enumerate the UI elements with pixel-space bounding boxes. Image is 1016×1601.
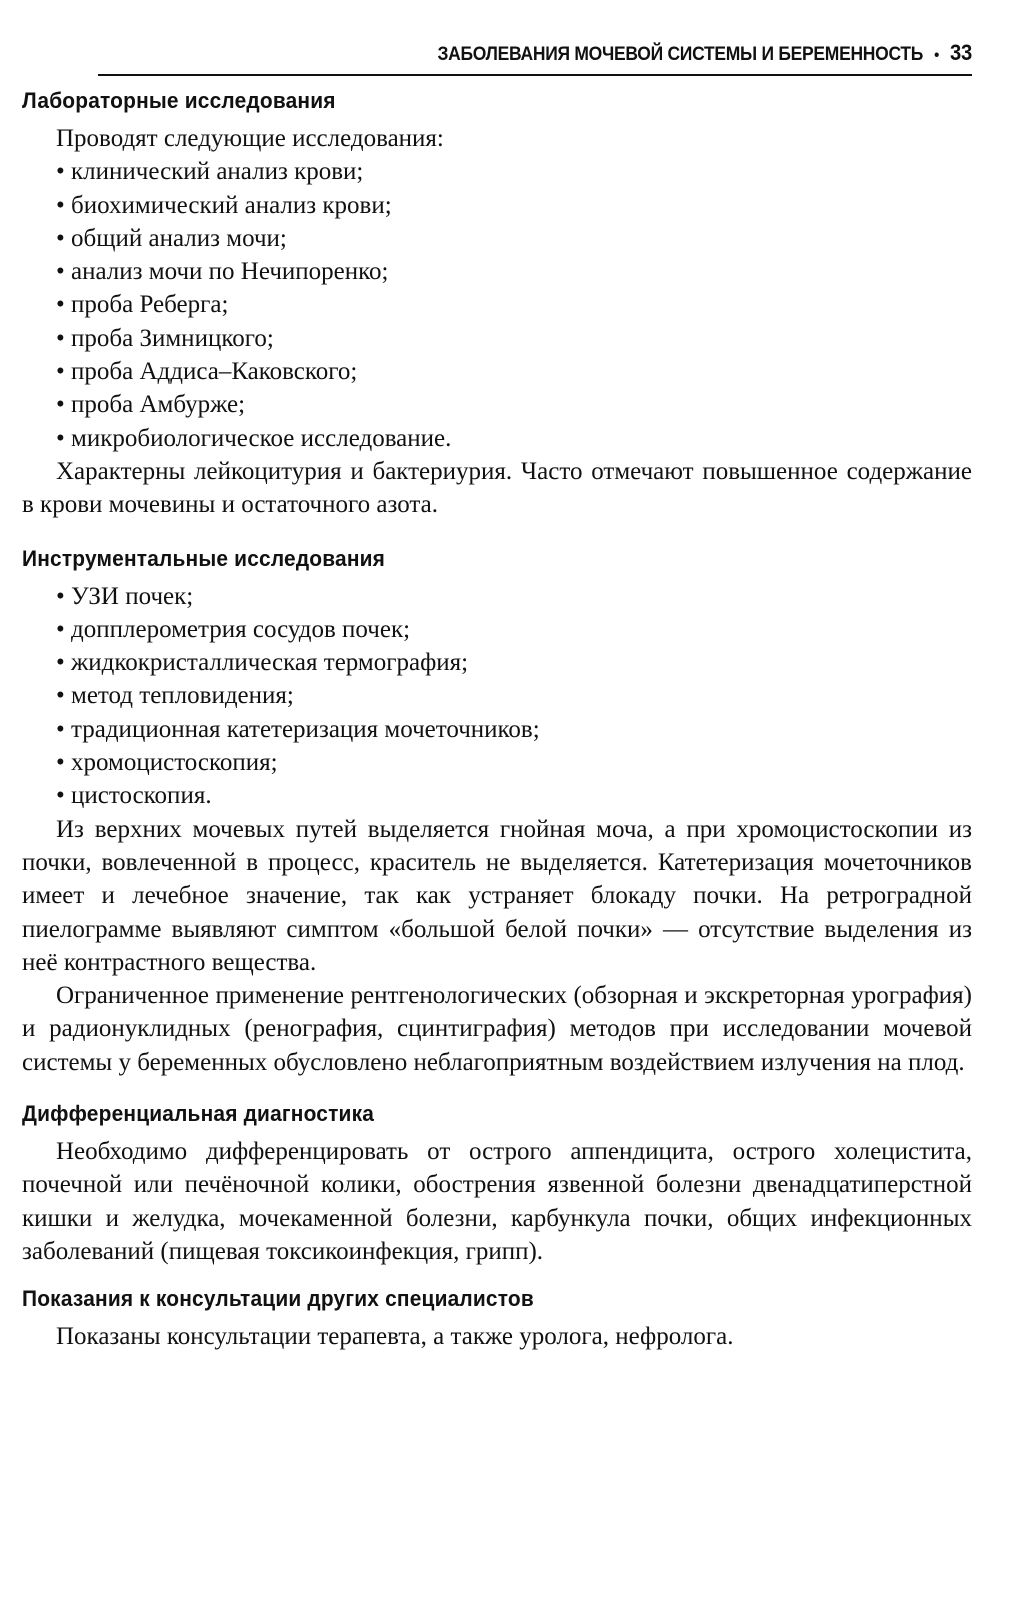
list-item: • цистоскопия. — [22, 779, 972, 812]
running-header — [98, 40, 972, 76]
list-item: • биохимический анализ крови; — [22, 189, 972, 222]
heading-differential: Дифференциальная диагностика — [22, 1101, 375, 1127]
instr-paragraph-2: Ограниченное применение рентгенологических (обзорная и экскреторная урография) и радионуклидных (ренография, сцинтиграфия) методов при исследовании мочевой системы у беременных обусловлено неблагоприятным воздействием излучения на плод. — [22, 982, 972, 1076]
list-item: • проба Реберга; — [22, 288, 972, 321]
instr-paragraph-1: Из верхних мочевых путей выделяется гнойная моча, а при хромоцистоскопии из почки, вовлеченной в процесс, краситель не выделяется. Катетеризация мочеточников имеет и лечебное значение, так как устраняет блокаду почки. На ретроградной пиелограмме выявляют симптом «большой белой почки» — отсутствие выделения из неё контрастного вещества. — [22, 815, 972, 976]
lab-intro: Проводят следующие исследования: — [56, 125, 444, 152]
list-item: • допплерометрия сосудов почек; — [22, 613, 972, 646]
diff-paragraph: Необходимо дифференцировать от острого аппендицита, острого холецистита, почечной или печёночной колики, обострения язвенной болезни двенадцатиперстной кишки и желудка, мочекаменной болезни, карбункула почки, общих инфекционных заболеваний (пищевая токсикоинфекция, грипп). — [22, 1138, 972, 1265]
heading-consultation: Показания к консультации других специалистов — [22, 1286, 534, 1312]
section-consultation — [22, 1286, 972, 1353]
list-item: • клинический анализ крови; — [22, 155, 972, 188]
list-item: • проба Аддиса–Каковского; — [22, 355, 972, 388]
list-item: • хромоцистоскопия; — [22, 746, 972, 779]
section-differential — [22, 1101, 972, 1268]
heading-laboratory: Лабораторные исследования — [22, 88, 336, 113]
list-item: • общий анализ мочи; — [22, 222, 972, 255]
heading-instrumental: Инструментальные исследования — [22, 545, 386, 571]
section-instrumental — [22, 546, 972, 1079]
page-number: 33 — [950, 40, 972, 65]
list-item: • анализ мочи по Нечипоренко; — [22, 255, 972, 288]
list-item: • проба Амбурже; — [22, 388, 972, 421]
instr-list — [22, 580, 972, 813]
list-item: • УЗИ почек; — [22, 580, 972, 613]
list-item: • микробиологическое исследование. — [22, 422, 972, 455]
lab-paragraph: Характерны лейкоцитурия и бактериурия. Часто отмечают повышенное содержание в крови мочевины и остаточного азота. — [22, 457, 972, 519]
list-item: • жидкокристаллическая термография; — [22, 646, 972, 679]
lab-list — [22, 155, 972, 455]
list-item: • традиционная катетеризация мочеточников; — [22, 713, 972, 746]
list-item: • метод тепловидения; — [22, 679, 972, 712]
running-header-bullet: • — [934, 47, 939, 64]
section-laboratory — [22, 88, 972, 522]
cons-paragraph: Показаны консультации терапевта, а также уролога, нефролога. — [56, 1323, 734, 1351]
list-item: • проба Зимницкого; — [22, 322, 972, 355]
running-header-title: ЗАБОЛЕВАНИЯ МОЧЕВОЙ СИСТЕМЫ И БЕРЕМЕННОСТЬ — [437, 44, 924, 65]
book-page — [22, 40, 972, 1354]
